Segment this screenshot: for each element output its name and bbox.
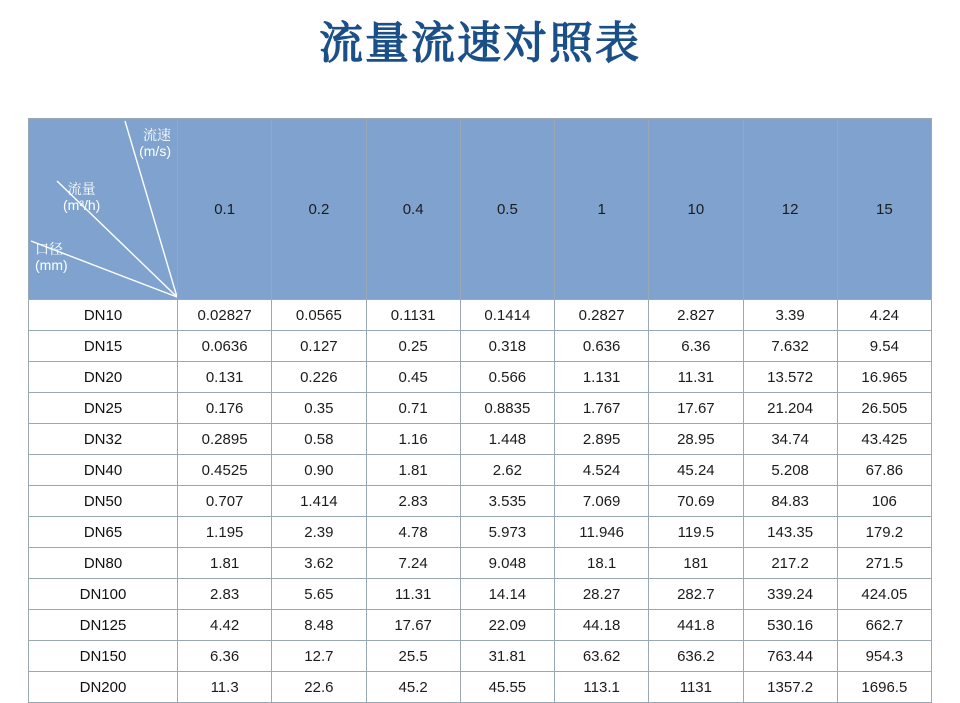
table-row [29, 486, 932, 517]
table-cell-flow-value: 0.25 [366, 331, 460, 362]
table-cell-flow-value: 339.24 [743, 579, 837, 610]
row-header-diameter: DN125 [29, 610, 178, 641]
table-cell-flow-value: 44.18 [555, 610, 649, 641]
column-header-speed: 0.2 [272, 119, 366, 300]
table-header [29, 119, 932, 300]
table-cell-flow-value: 106 [837, 486, 931, 517]
table-cell-flow-value: 17.67 [366, 610, 460, 641]
table-cell-flow-value: 17.67 [649, 393, 743, 424]
table-row [29, 331, 932, 362]
table-cell-flow-value: 21.204 [743, 393, 837, 424]
row-header-diameter: DN20 [29, 362, 178, 393]
table-cell-flow-value: 84.83 [743, 486, 837, 517]
table-row [29, 548, 932, 579]
table-cell-flow-value: 13.572 [743, 362, 837, 393]
table-row [29, 672, 932, 703]
row-header-diameter: DN200 [29, 672, 178, 703]
table-cell-flow-value: 11.31 [366, 579, 460, 610]
table-cell-flow-value: 3.62 [272, 548, 366, 579]
row-header-diameter: DN10 [29, 300, 178, 331]
table-cell-flow-value: 143.35 [743, 517, 837, 548]
table-cell-flow-value: 5.973 [460, 517, 554, 548]
table-cell-flow-value: 0.636 [555, 331, 649, 362]
table-cell-flow-value: 1.195 [178, 517, 272, 548]
table-cell-flow-value: 0.318 [460, 331, 554, 362]
table-cell-flow-value: 441.8 [649, 610, 743, 641]
header-flow-label-line2: (m³/h) [63, 197, 101, 214]
table-cell-flow-value: 67.86 [837, 455, 931, 486]
table-cell-flow-value: 4.78 [366, 517, 460, 548]
header-speed-label-line1: 流速 [143, 127, 171, 143]
header-diameter-label-line2: (mm) [35, 257, 68, 274]
table-cell-flow-value: 12.7 [272, 641, 366, 672]
table-cell-flow-value: 70.69 [649, 486, 743, 517]
table-cell-flow-value: 11.3 [178, 672, 272, 703]
table-cell-flow-value: 2.39 [272, 517, 366, 548]
table-cell-flow-value: 2.895 [555, 424, 649, 455]
table-cell-flow-value: 217.2 [743, 548, 837, 579]
table-cell-flow-value: 2.62 [460, 455, 554, 486]
table-cell-flow-value: 4.42 [178, 610, 272, 641]
column-header-speed: 12 [743, 119, 837, 300]
table-cell-flow-value: 0.35 [272, 393, 366, 424]
table-cell-flow-value: 181 [649, 548, 743, 579]
row-header-diameter: DN15 [29, 331, 178, 362]
table-cell-flow-value: 282.7 [649, 579, 743, 610]
table-cell-flow-value: 0.02827 [178, 300, 272, 331]
table-cell-flow-value: 0.90 [272, 455, 366, 486]
table-cell-flow-value: 119.5 [649, 517, 743, 548]
column-header-speed: 15 [837, 119, 931, 300]
row-header-diameter: DN65 [29, 517, 178, 548]
table-cell-flow-value: 14.14 [460, 579, 554, 610]
table-cell-flow-value: 28.27 [555, 579, 649, 610]
table-cell-flow-value: 271.5 [837, 548, 931, 579]
table-cell-flow-value: 9.54 [837, 331, 931, 362]
table-cell-flow-value: 45.2 [366, 672, 460, 703]
table-cell-flow-value: 22.6 [272, 672, 366, 703]
table-cell-flow-value: 18.1 [555, 548, 649, 579]
table-cell-flow-value: 1.414 [272, 486, 366, 517]
table-cell-flow-value: 3.535 [460, 486, 554, 517]
table-cell-flow-value: 0.0636 [178, 331, 272, 362]
row-header-diameter: DN25 [29, 393, 178, 424]
table-cell-flow-value: 26.505 [837, 393, 931, 424]
row-header-diameter: DN32 [29, 424, 178, 455]
column-header-speed: 1 [555, 119, 649, 300]
table-cell-flow-value: 8.48 [272, 610, 366, 641]
table-cell-flow-value: 34.74 [743, 424, 837, 455]
column-header-speed: 10 [649, 119, 743, 300]
table-cell-flow-value: 424.05 [837, 579, 931, 610]
table-cell-flow-value: 11.31 [649, 362, 743, 393]
table-header-row [29, 119, 932, 300]
table-cell-flow-value: 1.81 [178, 548, 272, 579]
table-cell-flow-value: 0.566 [460, 362, 554, 393]
row-header-diameter: DN100 [29, 579, 178, 610]
table-row [29, 424, 932, 455]
table-row [29, 610, 932, 641]
table-cell-flow-value: 2.83 [178, 579, 272, 610]
table-cell-flow-value: 25.5 [366, 641, 460, 672]
table-cell-flow-value: 530.16 [743, 610, 837, 641]
table-cell-flow-value: 0.226 [272, 362, 366, 393]
table-row [29, 300, 932, 331]
table-cell-flow-value: 2.83 [366, 486, 460, 517]
table-cell-flow-value: 0.1131 [366, 300, 460, 331]
table-cell-flow-value: 11.946 [555, 517, 649, 548]
table-cell-flow-value: 45.55 [460, 672, 554, 703]
table-cell-flow-value: 0.127 [272, 331, 366, 362]
table-cell-flow-value: 1.767 [555, 393, 649, 424]
header-speed-label [139, 127, 171, 159]
table-cell-flow-value: 1696.5 [837, 672, 931, 703]
table-row [29, 517, 932, 548]
table-cell-flow-value: 3.39 [743, 300, 837, 331]
table-cell-flow-value: 7.24 [366, 548, 460, 579]
table-cell-flow-value: 0.0565 [272, 300, 366, 331]
header-flow-label [63, 181, 100, 213]
table-cell-flow-value: 22.09 [460, 610, 554, 641]
table-cell-flow-value: 0.707 [178, 486, 272, 517]
row-header-diameter: DN50 [29, 486, 178, 517]
table-cell-flow-value: 7.632 [743, 331, 837, 362]
table-cell-flow-value: 0.45 [366, 362, 460, 393]
table-cell-flow-value: 5.208 [743, 455, 837, 486]
column-header-speed: 0.4 [366, 119, 460, 300]
table-cell-flow-value: 43.425 [837, 424, 931, 455]
header-flow-label-line1: 流量 [67, 181, 96, 197]
table-cell-flow-value: 1.81 [366, 455, 460, 486]
table-row [29, 362, 932, 393]
table-cell-flow-value: 1.16 [366, 424, 460, 455]
header-diameter-label-line1: 口径 [35, 241, 63, 257]
table-row [29, 393, 932, 424]
table-row [29, 641, 932, 672]
table-cell-flow-value: 0.176 [178, 393, 272, 424]
page-title: 流量流速对照表 [319, 18, 641, 69]
table-cell-flow-value: 0.131 [178, 362, 272, 393]
table-cell-flow-value: 45.24 [649, 455, 743, 486]
table-cell-flow-value: 2.827 [649, 300, 743, 331]
table-cell-flow-value: 0.2827 [555, 300, 649, 331]
table-cell-flow-value: 31.81 [460, 641, 554, 672]
table-cell-flow-value: 4.24 [837, 300, 931, 331]
table-cell-flow-value: 0.8835 [460, 393, 554, 424]
row-header-diameter: DN80 [29, 548, 178, 579]
table-cell-flow-value: 5.65 [272, 579, 366, 610]
row-header-diameter: DN40 [29, 455, 178, 486]
table-body [29, 300, 932, 703]
table-cell-flow-value: 1.131 [555, 362, 649, 393]
table-cell-flow-value: 954.3 [837, 641, 931, 672]
table-row [29, 455, 932, 486]
table-cell-flow-value: 0.58 [272, 424, 366, 455]
table-cell-flow-value: 7.069 [555, 486, 649, 517]
table-cell-flow-value: 9.048 [460, 548, 554, 579]
table-cell-flow-value: 63.62 [555, 641, 649, 672]
table-cell-flow-value: 6.36 [178, 641, 272, 672]
table-cell-flow-value: 662.7 [837, 610, 931, 641]
table-cell-flow-value: 1131 [649, 672, 743, 703]
table-cell-flow-value: 0.2895 [178, 424, 272, 455]
table-cell-flow-value: 0.4525 [178, 455, 272, 486]
table-cell-flow-value: 179.2 [837, 517, 931, 548]
table-cell-flow-value: 763.44 [743, 641, 837, 672]
header-corner-cell [29, 119, 178, 300]
table-cell-flow-value: 28.95 [649, 424, 743, 455]
table-row [29, 579, 932, 610]
flow-velocity-table [28, 118, 932, 703]
header-diameter-label [35, 241, 68, 273]
table-cell-flow-value: 113.1 [555, 672, 649, 703]
table-cell-flow-value: 0.71 [366, 393, 460, 424]
header-speed-label-line2: (m/s) [139, 143, 171, 160]
column-header-speed: 0.5 [460, 119, 554, 300]
table-cell-flow-value: 1357.2 [743, 672, 837, 703]
table-cell-flow-value: 636.2 [649, 641, 743, 672]
flow-velocity-table-container [28, 118, 932, 703]
column-header-speed: 0.1 [178, 119, 272, 300]
table-cell-flow-value: 0.1414 [460, 300, 554, 331]
row-header-diameter: DN150 [29, 641, 178, 672]
table-cell-flow-value: 4.524 [555, 455, 649, 486]
table-cell-flow-value: 1.448 [460, 424, 554, 455]
table-cell-flow-value: 6.36 [649, 331, 743, 362]
table-cell-flow-value: 16.965 [837, 362, 931, 393]
